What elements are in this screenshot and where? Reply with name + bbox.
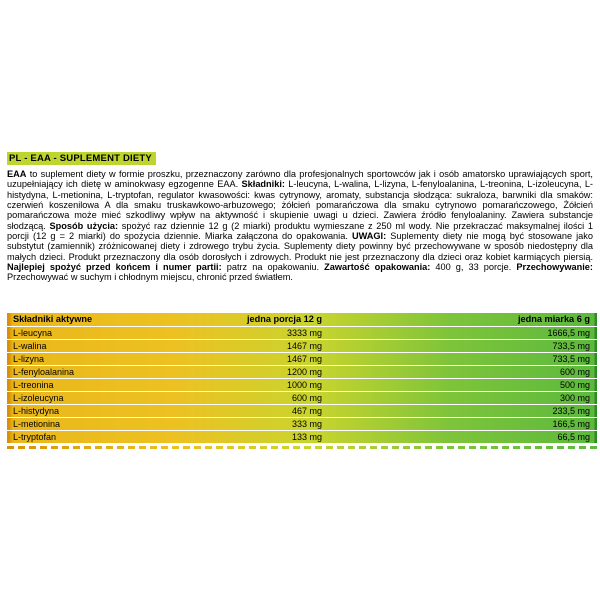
ingredient-name: L-treonina [13, 380, 54, 390]
ingredient-name: L-lizyna [13, 354, 45, 364]
ingredient-name: L-metionina [13, 419, 61, 429]
ingredient-name: L-leucyna [13, 328, 53, 338]
table-row [7, 417, 597, 430]
per-portion-value: 1467 mg [286, 354, 322, 364]
per-scoop-value: 233,5 mg [552, 406, 590, 416]
header-portion-column: jedna porcja 12 g [246, 314, 322, 324]
ingredient-name: L-izoleucyna [13, 393, 64, 403]
table-row [7, 391, 597, 404]
table-row [7, 378, 597, 391]
per-portion-value: 133 mg [291, 432, 322, 442]
table-row [7, 339, 597, 352]
description-paragraph: EAA to suplement diety w formie proszku, przeznaczony zarówno dla profesjonalnych sportowców jak i osób amatorsko uprawiających sport, uzupełniający ich dietę w aminokwasy egzogenne EAA. Składniki: L-leucyna, L-walina, L-lizyna, L-fenyloalanina, L-treonina, L-izoleucyna, L-histydyna, L-metionina, L-tryptofan, regulator kwasowości: kwas cytrynowy, aromaty, substancja słodząca: sukraloza, barwniki dla smaków: czerwień koszenilowa A dla smaku truskawkowo-arbuzowego; żółcień pomarańczowa dla smaku cytrynowo pomarańczowego, Żółcień pomarańczowa może mieć szkodliwy wpływ na aktywność i skupienie uwagi u dzieci. Zawiera źródło fenyloalaniny. Zawiera substancje słodzącą. Sposób użycia: spożyć raz dziennie 12 g (2 miarki) produktu wymieszane z 250 ml wody. Nie przekraczać maksymalnej ilości 1 porcji (12 g = 2 miarki) do spożycia dziennie. Miarka załączona do opakowania. UWAGI: Suplementy diety nie mogą być stosowane jako substytut (zamiennik) zróżnicowanej diety i zdrowego trybu życia. Suplementy diety powinny być przechowywane w sposób niedostępny dla małych dzieci. Produkt przeznaczony dla osób dorosłych i zdrowych. Produkt nie jest przeznaczony dla dzieci oraz kobiet karmiących piersią. Najlepiej spożyć przed końcem i numer partii: patrz na opakowaniu. Zawartość opakowania: 400 g, 33 porcje. Przechowywanie: Przechowywać w suchym i chłodnym miejscu, chronić przed światłem. [7, 169, 593, 283]
ingredient-name: L-fenyloalanina [13, 367, 75, 377]
per-portion-value: 1200 mg [286, 367, 322, 377]
per-portion-value: 333 mg [291, 419, 322, 429]
per-scoop-value: 66,5 mg [557, 432, 590, 442]
per-portion-value: 467 mg [291, 406, 322, 416]
per-scoop-value: 166,5 mg [552, 419, 590, 429]
ingredient-name: L-tryptofan [13, 432, 57, 442]
table-body [7, 326, 597, 443]
per-scoop-value: 733,5 mg [552, 341, 590, 351]
table-row [7, 430, 597, 443]
per-portion-value: 3333 mg [286, 328, 322, 338]
per-scoop-value: 600 mg [559, 367, 590, 377]
ingredient-name: L-histydyna [13, 406, 60, 416]
per-scoop-value: 500 mg [559, 380, 590, 390]
header-ingredient-column: Składniki aktywne [13, 314, 93, 324]
table-row [7, 352, 597, 365]
active-ingredients-table [7, 313, 597, 443]
table-row [7, 326, 597, 339]
per-portion-value: 600 mg [291, 393, 322, 403]
per-portion-value: 1000 mg [286, 380, 322, 390]
table-row [7, 365, 597, 378]
ingredient-name: L-walina [13, 341, 47, 351]
per-scoop-value: 1666,5 mg [547, 328, 590, 338]
label-title: PL - EAA - SUPLEMENT DIETY [7, 152, 156, 165]
table-row [7, 404, 597, 417]
per-portion-value: 1467 mg [286, 341, 322, 351]
per-scoop-value: 733,5 mg [552, 354, 590, 364]
header-scoop-column: jedna miarka 6 g [517, 314, 590, 324]
per-scoop-value: 300 mg [559, 393, 590, 403]
table-header-row [7, 313, 597, 326]
dashed-separator [7, 446, 597, 449]
